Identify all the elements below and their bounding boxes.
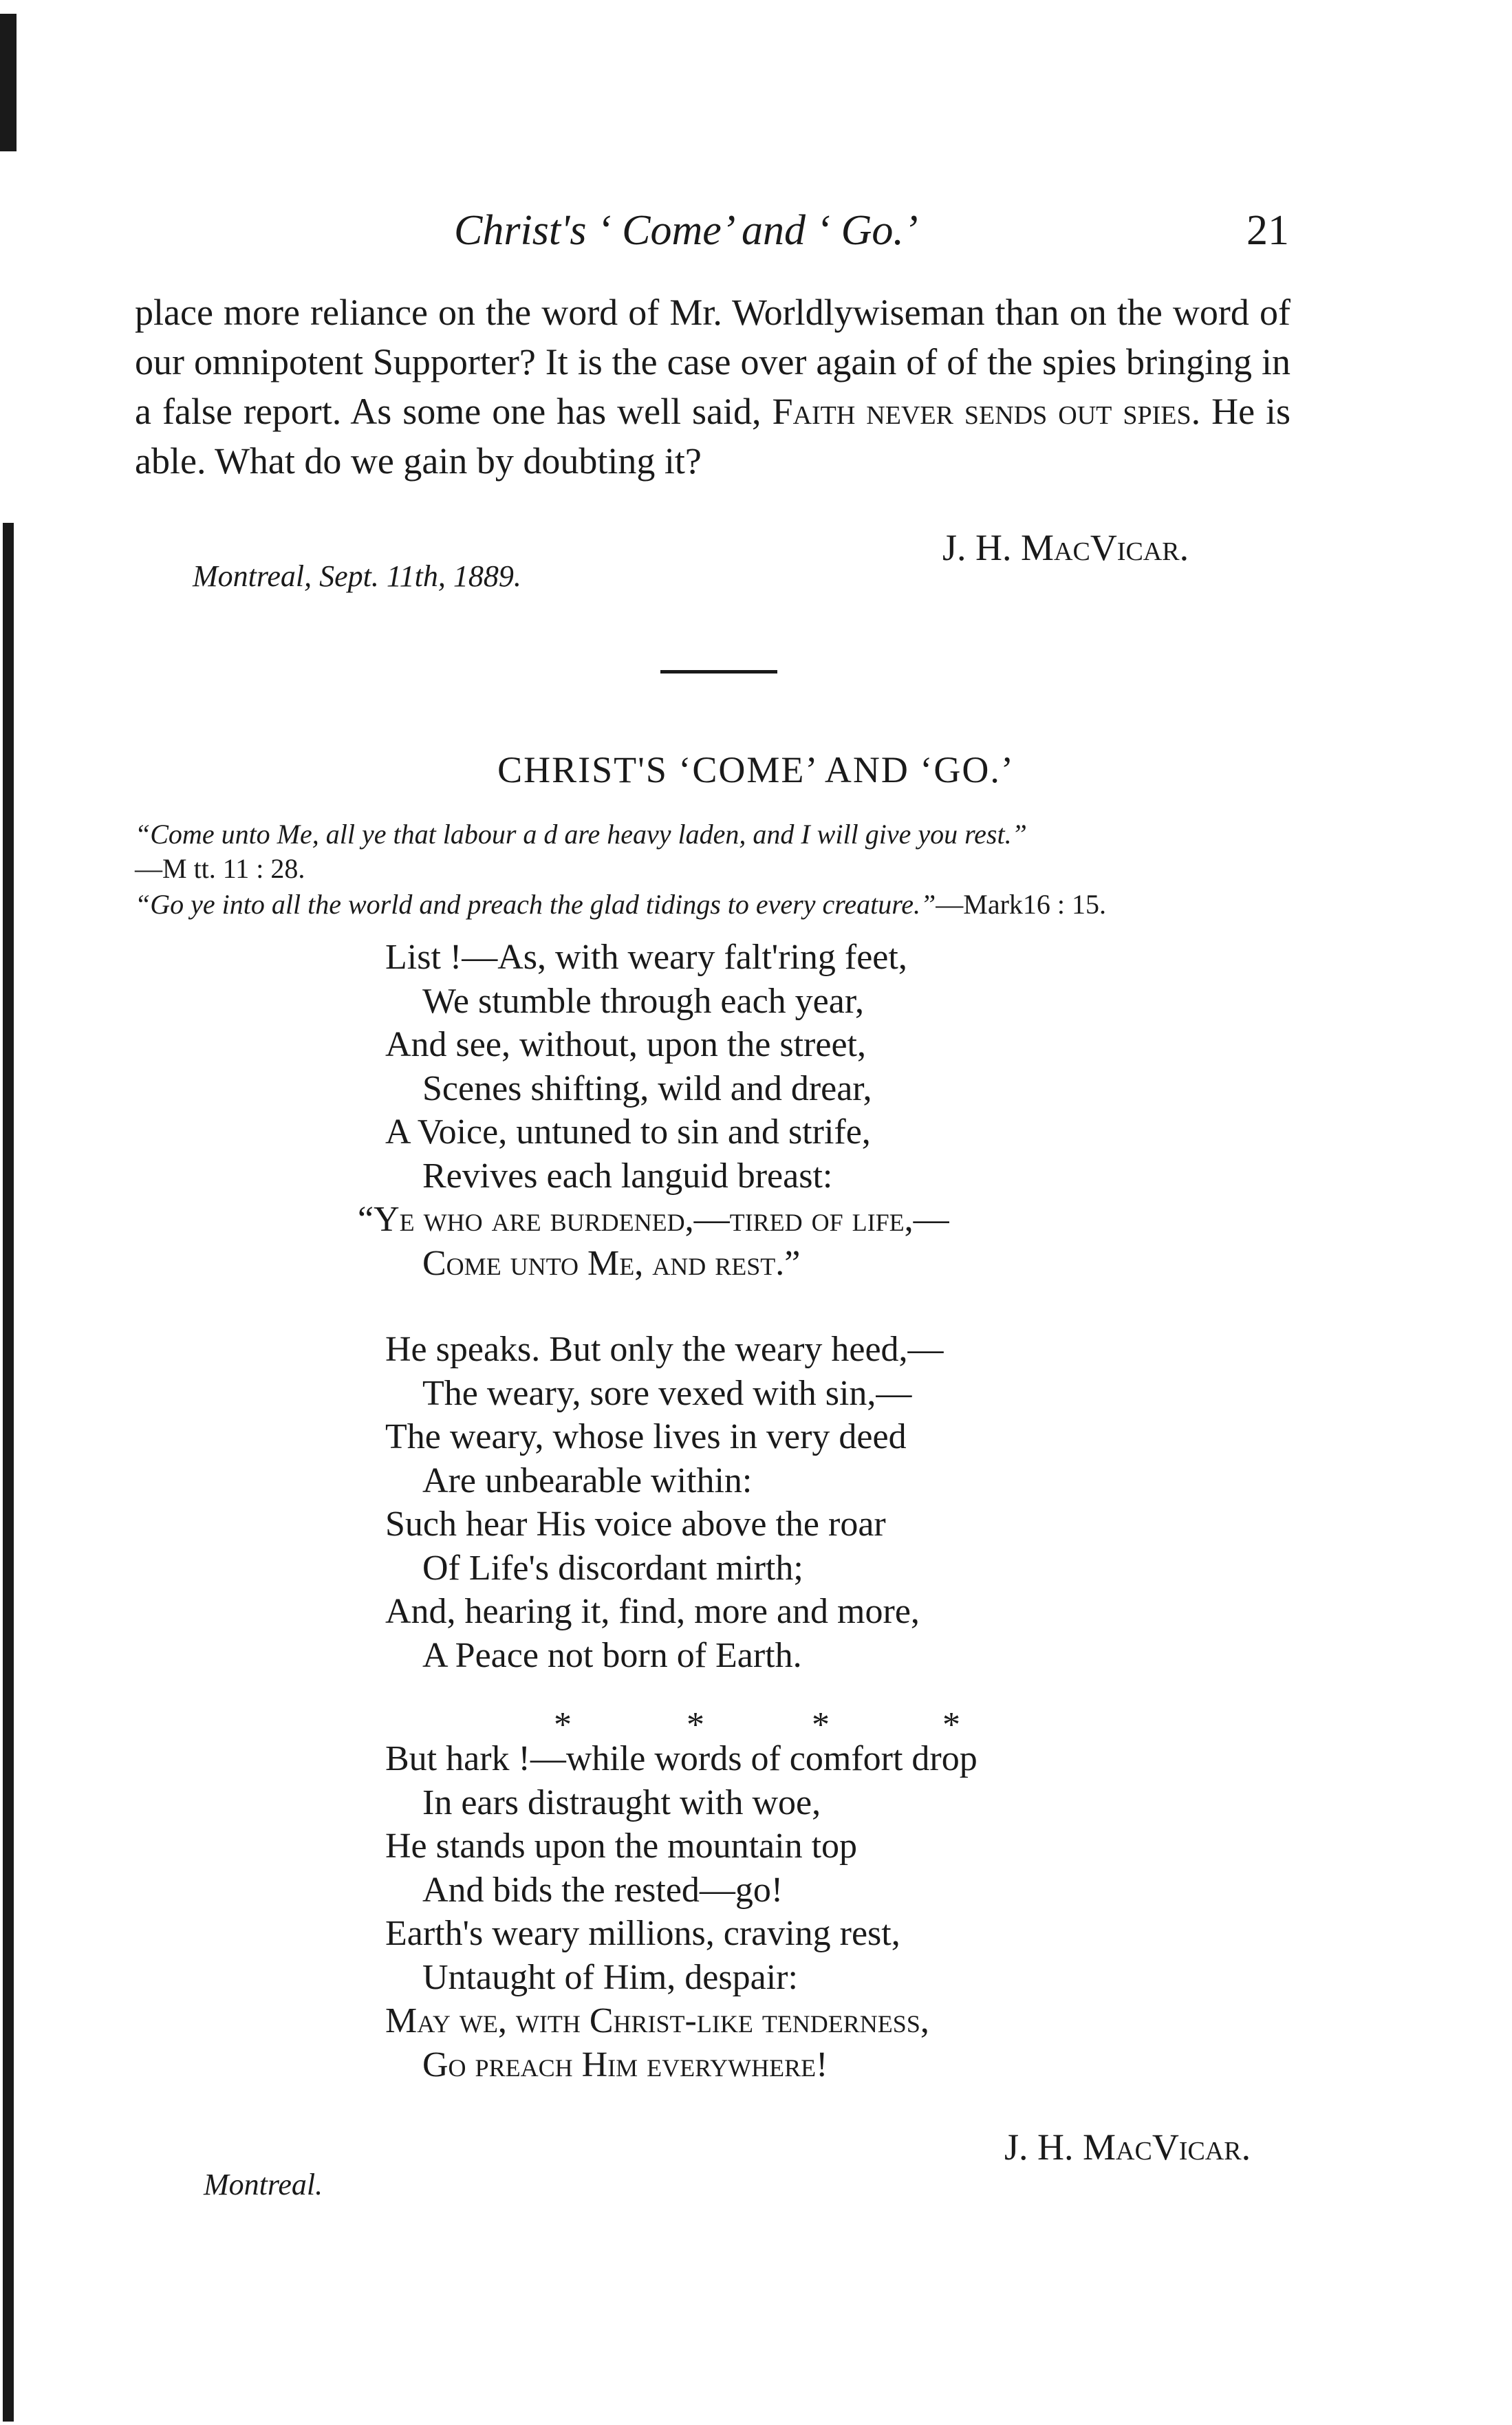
verse-line: And, hearing it, find, more and more,: [385, 1592, 920, 1631]
verse-line: A Peace not born of Earth.: [422, 1635, 802, 1675]
verse-line: But hark !—while words of comfort drop: [385, 1739, 978, 1778]
verse-line: A Voice, untuned to sin and strife,: [385, 1112, 871, 1152]
letter-signature: J. H. MacVicar.: [942, 527, 1189, 568]
paragraph-text-before: place more reliance on the word of Mr. Worldlywiseman than on the word of our omnipotent Supporter? It is the case over again of of the spies bringing in a false report. As some one has well said,: [135, 292, 1290, 432]
letter-place-date: Montreal, Sept. 11th, 1889.: [193, 559, 521, 593]
poem-signature: J. H. MacVicar.: [1004, 2126, 1251, 2168]
verse-line: Earth's weary millions, craving rest,: [385, 1914, 900, 1953]
star: *: [942, 1705, 960, 1745]
letter-closing-paragraph: [135, 288, 1290, 486]
verse-line: Come unto Me, and rest.”: [422, 1243, 801, 1283]
page-number: 21: [1246, 207, 1289, 254]
verse-line: Scenes shifting, wild and drear,: [422, 1068, 872, 1108]
verse-line: In ears distraught with woe,: [422, 1782, 821, 1822]
poem-title: CHRIST'S ‘COME’ AND ‘GO.’: [497, 749, 1015, 790]
stanza-2: [385, 1328, 1279, 1677]
epigraph-1-text: “Come unto Me, all ye that labour a d are heavy laden, and I will give you rest.”: [135, 819, 1027, 850]
stanza-1: [358, 936, 1279, 1285]
small-caps-phrase: Faith never sends out spies.: [772, 391, 1201, 432]
epigraph-2-reference: —Mark16 : 15.: [936, 889, 1107, 920]
section-divider: [660, 670, 777, 673]
running-title: Christ's ‘ Come’ and ‘ Go.’: [454, 207, 918, 254]
verse-line: Untaught of Him, despair:: [422, 1957, 798, 1997]
verse-line: And see, without, upon the street,: [385, 1025, 866, 1064]
verse-line: Such hear His voice above the roar: [385, 1505, 886, 1544]
epigraph-1-reference: —M tt. 11 : 28.: [135, 853, 305, 884]
verse-line: And bids the rested—go!: [422, 1870, 784, 1910]
verse-line: He speaks. But only the weary heed,—: [385, 1330, 944, 1369]
star: *: [812, 1705, 830, 1745]
stanza-3: [385, 1737, 1279, 2087]
verse-line: We stumble through each year,: [422, 981, 865, 1021]
verse-line: List !—As, with weary falt'ring feet,: [385, 938, 907, 977]
verse-line: May we, with Christ-like tenderness,: [385, 2001, 929, 2040]
verse-line: Revives each languid breast:: [422, 1156, 833, 1196]
verse-line: He stands upon the mountain top: [385, 1826, 858, 1866]
verse-line: Go preach Him everywhere!: [422, 2045, 828, 2084]
verse-line: “Ye who are burdened,—tired of life,—: [358, 1200, 949, 1239]
verse-line: Are unbearable within:: [422, 1461, 753, 1500]
epigraph-1: [135, 817, 1318, 886]
epigraph-2-text: “Go ye into all the world and preach the glad tidings to every creature.”: [135, 889, 936, 920]
page-header: [0, 206, 1512, 261]
star: *: [554, 1705, 572, 1745]
star: *: [687, 1705, 704, 1745]
verse-line: The weary, sore vexed with sin,—: [422, 1373, 912, 1413]
epigraph-2: [135, 887, 1318, 922]
poem-place: Montreal.: [204, 2168, 323, 2201]
paragraph-text-after: He is able. What do we gain by doubting it?: [135, 391, 1291, 482]
verse-line: The weary, whose lives in very deed: [385, 1417, 907, 1456]
verse-line: Of Life's discordant mirth;: [422, 1548, 803, 1588]
